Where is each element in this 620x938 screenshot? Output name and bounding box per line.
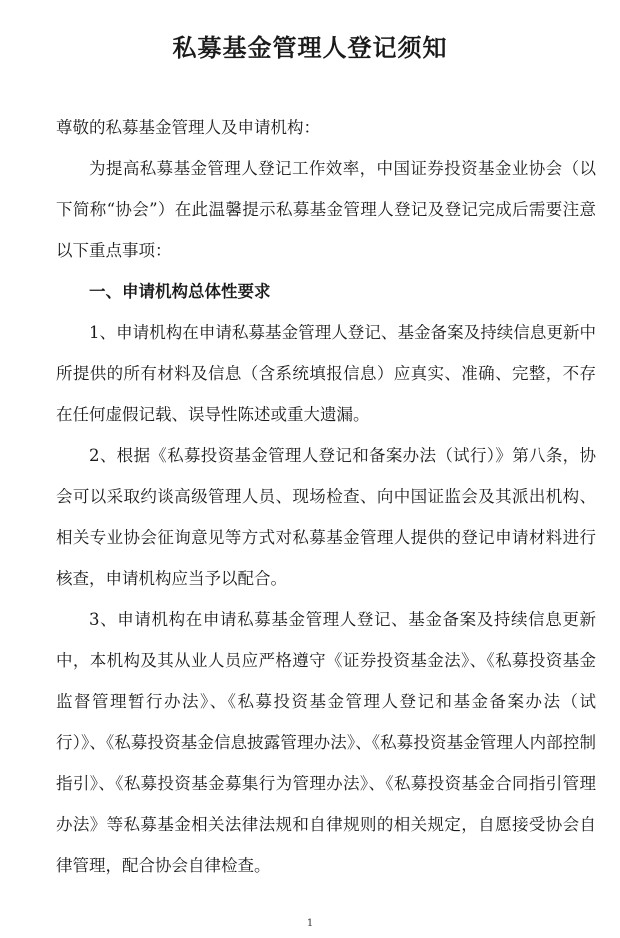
section-heading: 一、申请机构总体性要求 [89,282,271,301]
list-item-1: 1、申请机构在申请私募基金管理人登记、基金备案及持续信息更新中所提供的所有材料及信息（含系统填报信息）应真实、准确、完整，不存在任何虚假记载、误导性陈述或重大遗漏。 [56,323,596,424]
list-item-3: 3、申请机构在申请私募基金管理人登记、基金备案及持续信息更新中，本机构及其从业人员应严格遵守《证券投资基金法》、《私募投资基金监督管理暂行办法》、《私募投资基金管理人登记和基金备案办法（试行）》、《私募投资基金信息披露管理办法》、《私募投资基金管理人内部控制指引》、《私募投资基金募集行为管理办法》、《私募投资基金合同指引管理办法》等私募基金相关法律法规和自律规则的相关规定，自愿接受协会自律管理，配合协会自律检查。 [56,610,596,875]
intro-paragraph: 为提高私募基金管理人登记工作效率，中国证券投资基金业协会（以下简称“协会”）在此温馨提示私募基金管理人登记及登记完成后需要注意以下重点事项： [56,159,596,260]
document-title: 私募基金管理人登记须知 [172,34,448,62]
list-item-2: 2、根据《私募投资基金管理人登记和备案办法（试行）》第八条，协会可以采取约谈高级管理人员、现场检查、向中国证监会及其派出机构、相关专业协会征询意见等方式对私募基金管理人提供的登记申请材料进行核查，申请机构应当予以配合。 [56,446,596,588]
page-number: 1 [306,918,314,929]
salutation: 尊敬的私募基金管理人及申请机构： [56,118,320,137]
document-body [56,107,596,886]
